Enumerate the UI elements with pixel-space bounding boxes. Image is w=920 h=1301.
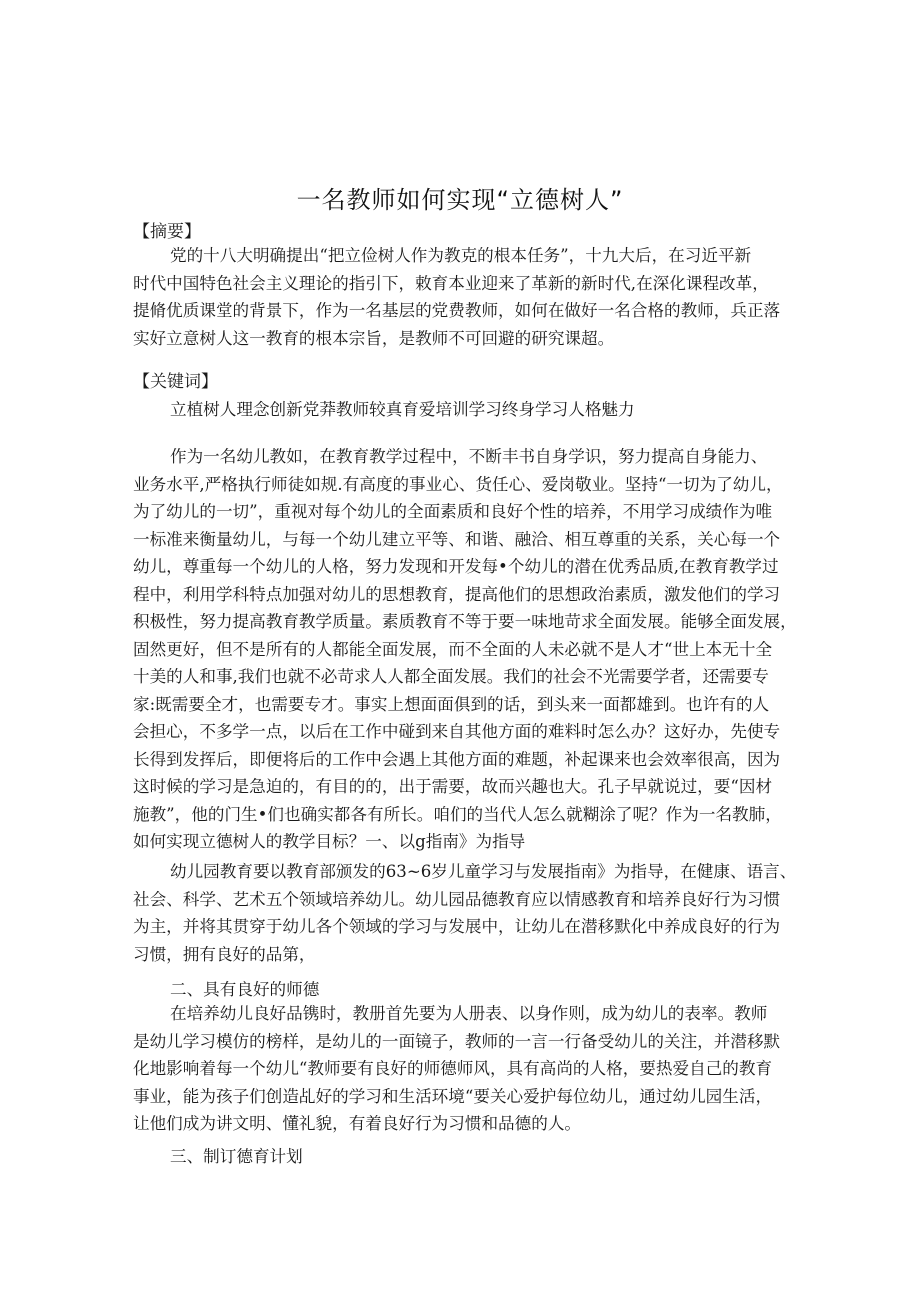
paragraph-line: 施教”，他的门生•们也确实都各有所长。咱们的当代人怎么就糊涂了呢？作为一名教肺， (133, 804, 782, 824)
body-paragraph-3 (133, 1000, 795, 1138)
paragraph-line: 会担心，不多学一点，以后在工作中碰到来自其他方面的难料时怎么办？这好办，先使专 (133, 722, 781, 741)
body-paragraph-1 (133, 443, 795, 856)
paragraph-line: 在培养幼儿良好品镌时，教册首先要为人册表、以身作则，成为幼儿的表率。教师 (170, 1004, 768, 1023)
abstract-line: 提脩优质课堂的背景下，作为一名基层的党费教师，如何在做好一名合格的教师，兵正落 (133, 301, 781, 320)
document-title: 一名教师如何实现“立德树人” (296, 186, 624, 214)
paragraph-line: 如何实现立德树人的教学目标？一、以g指南》为指导 (133, 832, 526, 851)
paragraph-line: 固然更好，但不是所有的人都能全面发展，而不全面的人未必就不是人才“世上本无十全 (133, 639, 773, 659)
paragraph-line: 一标准来衡量幼儿，与每一个幼儿建立平等、和谐、融洽、相互尊重的关系，关心每一个 (133, 529, 781, 549)
abstract-paragraph (133, 242, 795, 352)
keywords-text: 立植树人理念创新党莽教师较真育爱培训学习终身学习人格魅力 (170, 400, 635, 419)
paragraph-line: 习惯，拥有良好的品第， (133, 944, 316, 964)
keywords-heading: 【关键词】 (133, 372, 218, 392)
paragraph-line: 为了幼儿的一切”，重视对每个幼儿的全面素质和良好个性的培养，不用学习成绩作为唯 (133, 502, 773, 521)
paragraph-line: 业务水平,严格执行师徒如规.有高度的事业心、货任心、爱岗敬业。坚持“一切为了幼儿， (133, 474, 783, 494)
paragraph-line: 化地影响着每一个幼儿“教师要有良好的师德师风，具有高尚的人格，要热爱自己的教育 (133, 1059, 773, 1078)
paragraph-line: 积极性，努力提高教育教学质量。素质教育不等于要一味地苛求全面发展。能够全面发展， (133, 612, 797, 631)
paragraph-line: 长得到发挥后，即便将后的工作中会遇上其他方面的难题，补起课来也会效率很高，因为 (133, 749, 781, 769)
paragraph-line: 十美的人和事,我们也就不必苛求人人都全面发展。我们的社会不光需要学者，还需要专 (133, 667, 769, 686)
abstract-heading: 【摘要】 (133, 222, 201, 242)
paragraph-line: 家:既需要全才，也需要专才。事实上想面面俱到的话，到头来一面都雄到。也许有的人 (133, 694, 770, 714)
section-heading-2: 二、具有良好的师德 (170, 980, 320, 999)
paragraph-line: 幼儿，尊重每一个幼儿的人格，努力发现和开发每•个幼儿的潜在优秀品质,在教育教学过 (133, 557, 779, 576)
body-paragraph-2 (133, 858, 795, 968)
abstract-line: 实好立意树人这一教育的根本宗旨，是教师不可回避的研究课超。 (133, 328, 615, 348)
paragraph-line: 幼儿园教育要以教育部颁发的63~6岁儿童学习与发展指南》为指导，在健康、语言、 (170, 862, 797, 881)
paragraph-line: 为主，并将其贯穿于幼儿各个领域的学习与发展中，让幼儿在潜移默化中养成良好的行为 (133, 917, 781, 936)
abstract-line: 党的十八大明确提出“把立俭树人作为教克的根本任务”，十九大后，在习近平新 (170, 246, 752, 265)
section-heading-3: 三、制订德育计划 (170, 1147, 303, 1166)
paragraph-line: 这时候的学习是急迫的，有目的的，出于需要，故而兴趣也大。孔子早就说过，要“因材 (133, 777, 773, 796)
paragraph-line: 程中，利用学科特点加强对幼儿的思想教育，提高他们的思想政治素质，激发他们的学习 (133, 584, 781, 604)
paragraph-line: 让他们成为讲文明、懂礼貌，有着良好行为习惯和品德的人。 (133, 1114, 582, 1133)
paragraph-line: 事业，能为孩子们创造乩好的学习和生活环境“要关心爱护每位幼儿，通过幼儿园生活， (133, 1086, 773, 1106)
paragraph-line: 作为一名幼儿教如，在教育教学过程中，不断丰书自身学识，努力提高自身能力、 (170, 447, 768, 466)
paragraph-line: 社会、科学、艺术五个领域培养幼儿。幼儿园品德教育应以情感教育和培养良好行为习惯 (133, 889, 781, 909)
paragraph-line: 是幼儿学习模仿的榜样，是幼儿的一面镜子，教师的一言一行备受幼儿的关注，并潜移默 (133, 1031, 781, 1051)
abstract-line: 时代中国特色社会主义理论的指引下，敕育本业迎来了革新的新时代,在深化课程改革， (133, 273, 769, 293)
